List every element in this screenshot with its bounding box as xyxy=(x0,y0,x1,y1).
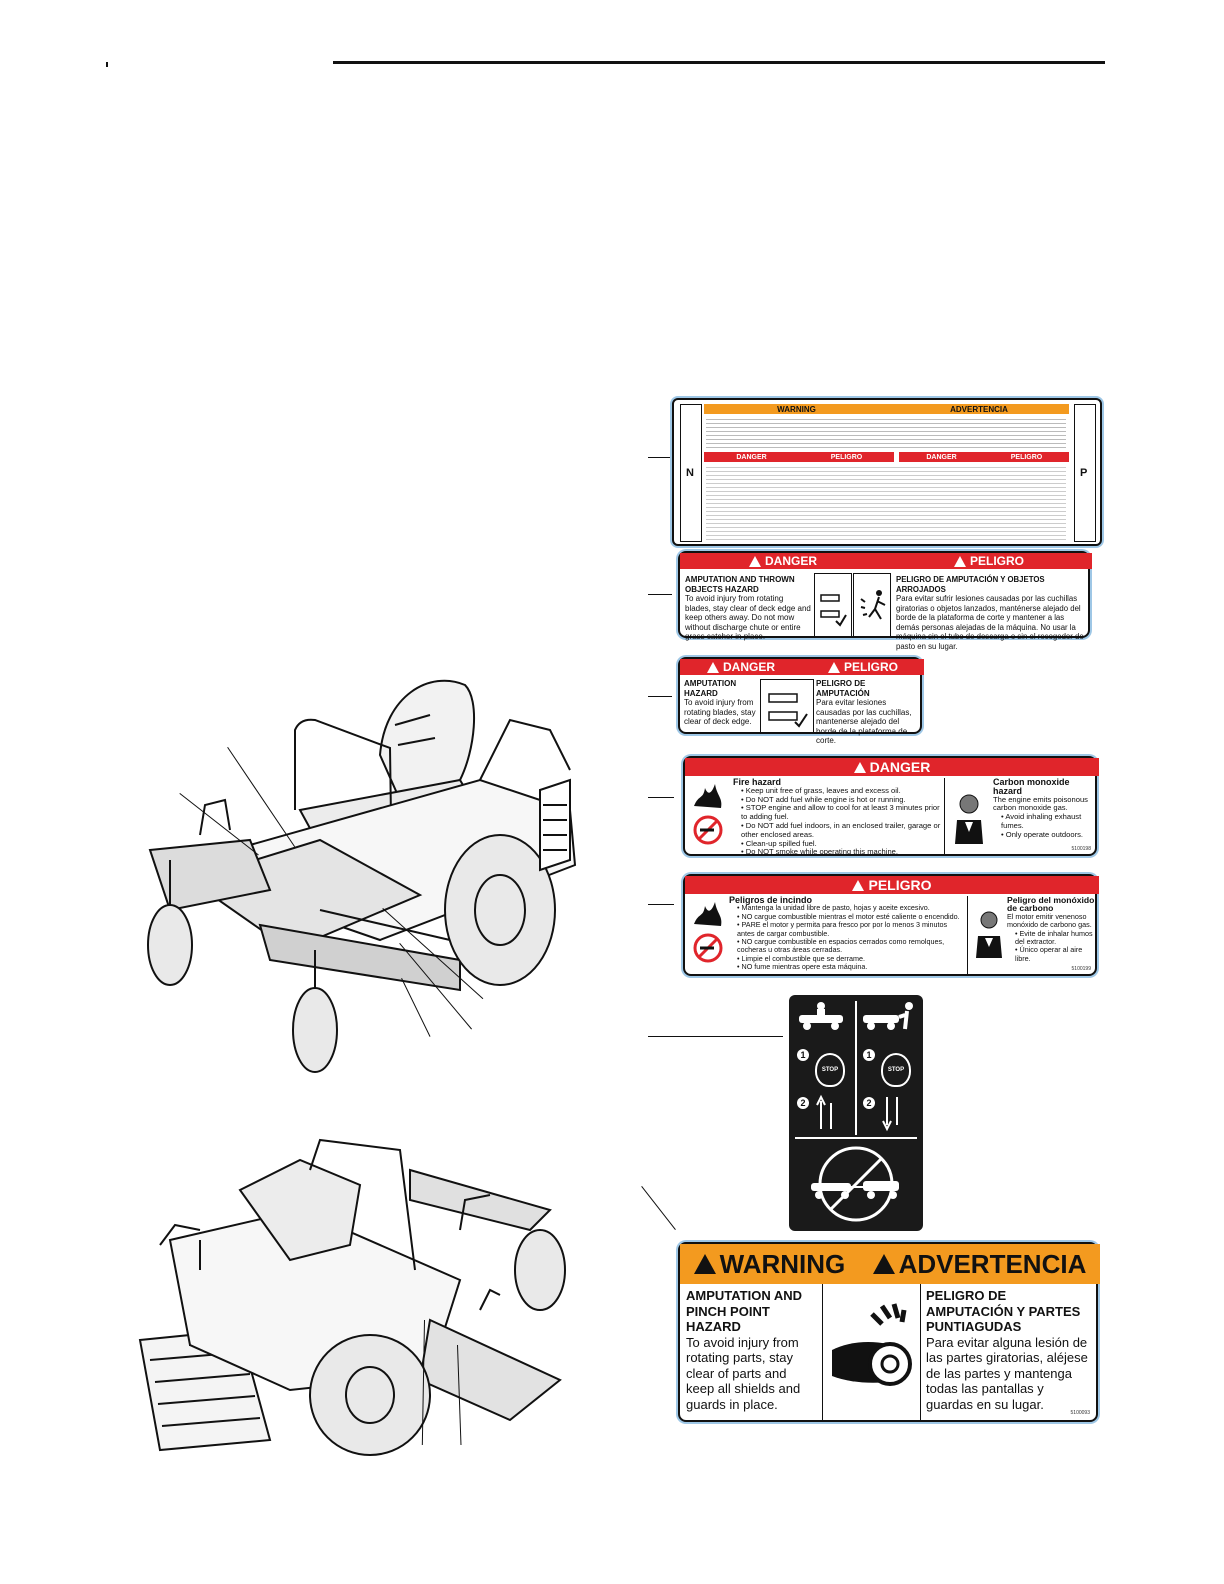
co-text xyxy=(993,778,1095,840)
danger-bar: DANGER xyxy=(680,659,802,675)
divider xyxy=(920,1284,921,1420)
fire-icon xyxy=(691,898,725,970)
en-title: AMPUTATION AND THROWN OBJECTS HAZARD xyxy=(685,575,795,594)
list-item: • Evite de inhalar humos del extractor. xyxy=(1015,930,1095,947)
danger-bar: DANGER xyxy=(685,758,1099,776)
advertencia-label: ADVERTENCIA xyxy=(898,1248,1087,1279)
divider xyxy=(855,1001,857,1135)
list-item: • Do NOT add fuel indoors, in an enclosed trailer, garage or other enclosed areas. xyxy=(741,822,943,840)
en-body: To avoid injury from rotating blades, stay clear of deck edge. xyxy=(684,698,756,726)
fire-icons xyxy=(691,780,725,852)
danger-bar: DANGER xyxy=(704,452,799,462)
lever-up-icon xyxy=(815,1095,839,1131)
leader-line xyxy=(648,797,674,798)
es-text xyxy=(896,575,1086,651)
es-title: PELIGRO DE AMPUTACIÓN xyxy=(816,679,870,698)
fire-text xyxy=(729,896,965,972)
step-1-badge: 1 xyxy=(863,1049,875,1061)
co-list xyxy=(1007,930,1095,964)
fire-title: Fire hazard xyxy=(733,777,782,787)
es-text xyxy=(926,1288,1094,1412)
divider xyxy=(967,896,968,976)
leader-line xyxy=(648,696,672,697)
co-title: Carbon monoxide hazard xyxy=(993,777,1070,796)
list-item: • NO cargue combustible mientras el motor esté caliente o encendido. xyxy=(737,913,965,921)
margin-tick xyxy=(106,62,108,67)
es-body: Para evitar sufrir lesiones causadas por las cuchillas giratorias o objetos lanzados, manténerse alejado del borde de la plataforma de corte y mantener a las demás personas alejadas de la máquina. No usar la máquina sin el tubo de descarga o sin el recogedor de pasto en su lugar. xyxy=(896,594,1084,651)
danger-bar: DANGER xyxy=(899,452,984,462)
list-item: • Avoid inhaling exhaust fumes. xyxy=(1001,813,1095,831)
es-title: PELIGRO DE AMPUTACIÓN Y OBJETOS ARROJADOS xyxy=(896,575,1045,594)
en-text xyxy=(686,1288,818,1412)
es-title: PELIGRO DE AMPUTACIÓN Y PARTES PUNTIAGUDAS xyxy=(926,1288,1081,1334)
co-person-icon xyxy=(949,788,989,848)
list-item: • Do NOT smoke while operating this machine. xyxy=(741,848,943,857)
co-person-icon xyxy=(971,906,1007,962)
list-item: • STOP engine and allow to cool for at least 3 minutes prior to adding fuel. xyxy=(741,804,943,822)
leader-line xyxy=(648,457,672,458)
fire-list xyxy=(733,787,943,857)
step-2-badge: 2 xyxy=(863,1097,875,1109)
part-code: 5100198 xyxy=(1071,846,1091,852)
push-mower-icon xyxy=(861,1001,919,1031)
list-item: • Do NOT add fuel while engine is hot or running. xyxy=(741,796,943,805)
en-title: AMPUTATION AND PINCH POINT HAZARD xyxy=(686,1288,803,1334)
list-item: • NO cargue combustible en espacios cerrados como remolques, cocheras u otras áreas cerradas. xyxy=(737,938,965,955)
part-code: 5100093 xyxy=(1070,1410,1090,1416)
co-list xyxy=(993,813,1095,839)
fire-list xyxy=(729,904,965,971)
leader-line xyxy=(648,904,674,905)
list-item: • NO fume mientras opere esta máquina. xyxy=(737,963,965,971)
leader-line xyxy=(648,594,672,595)
fire-icon xyxy=(691,780,725,852)
co-text xyxy=(1007,896,1095,963)
peligro-bar: PELIGRO xyxy=(799,452,894,462)
no-towing-icon xyxy=(801,1145,911,1223)
fire-text xyxy=(733,778,943,857)
blade-hand-pictogram xyxy=(760,679,814,733)
peligro-bar: PELIGRO xyxy=(984,452,1069,462)
advertencia-bar: ADVERTENCIA xyxy=(889,404,1069,414)
fine-print-block xyxy=(706,464,1066,540)
header-rule xyxy=(333,61,1105,64)
leader-line xyxy=(641,1186,676,1230)
decal-combined-warning xyxy=(672,398,1102,546)
step-1-badge: 1 xyxy=(797,1049,809,1061)
peligro-bar: PELIGRO xyxy=(685,876,1099,894)
list-item: • Único operar al aire libre. xyxy=(1015,946,1095,963)
en-text xyxy=(684,679,756,727)
co-title: Peligro del monóxido de carbono xyxy=(1007,895,1095,914)
decal-pinch-point xyxy=(678,1242,1098,1422)
decal-amputation xyxy=(678,657,922,745)
list-item: • Keep unit free of grass, leaves and excess oil. xyxy=(741,787,943,796)
stop-icon: STOP xyxy=(881,1053,911,1087)
fire-icons xyxy=(691,898,725,970)
list-item: • Clean-up spilled fuel. xyxy=(741,840,943,849)
leader-line xyxy=(648,1036,783,1037)
peligro-bar: PELIGRO xyxy=(802,659,924,675)
pinch-point-icon xyxy=(828,1292,916,1412)
co-body: El motor emitir venenoso monóxido de carbono gas. xyxy=(1007,911,1092,930)
fine-print-block xyxy=(706,416,1066,450)
warning-bar: WARNING xyxy=(704,404,889,414)
decal-side-strip xyxy=(1074,404,1096,542)
list-item: • Limpie el combustible que se derrame. xyxy=(737,955,965,963)
divider xyxy=(822,1284,823,1420)
es-body: Para evitar alguna lesión de las partes giratorias, aléjese de las partes y mantenga todas las pantallas y guardas en su lugar. xyxy=(926,1334,1088,1412)
blade-hand-pictogram xyxy=(814,573,852,637)
list-item: • PARE el motor y permita para fresco por por lo menos 3 minutos antes de cargar combustible. xyxy=(737,921,965,938)
en-text xyxy=(685,575,811,642)
step-2-badge: 2 xyxy=(797,1097,809,1109)
divider xyxy=(944,778,945,856)
list-item: • Mantenga la unidad libre de pasto, hojas y aceite excesivo. xyxy=(737,904,965,912)
fire-title: Peligros de incindo xyxy=(729,895,813,905)
decal-side-strip xyxy=(680,404,702,542)
rider-mower-icon xyxy=(795,1001,853,1031)
stop-icon: STOP xyxy=(815,1053,845,1087)
thrown-object-pictogram xyxy=(853,573,891,637)
side-label-n: N xyxy=(686,467,694,479)
en-title: AMPUTATION HAZARD xyxy=(684,679,737,698)
mower-front-illustration xyxy=(130,660,600,1080)
en-body: To avoid injury from rotating blades, stay clear of deck edge and keep others away. Do not mow without discharge chute or entire grass catcher in place. xyxy=(685,594,811,641)
decal-fire-co-english xyxy=(683,756,1097,856)
part-code: 5100199 xyxy=(1071,966,1091,972)
decal-fire-co-spanish xyxy=(683,874,1097,976)
divider xyxy=(795,1137,917,1139)
es-body: Para evitar lesiones causadas por las cuchillas, mantenerse alejado del borde de la plataforma de corte. xyxy=(816,698,912,745)
en-body: To avoid injury from rotating parts, stay clear of parts and keep all shields and guards in place. xyxy=(686,1334,801,1412)
warning-label: WARNING xyxy=(719,1248,846,1279)
peligro-bar: PELIGRO xyxy=(886,553,1092,569)
warning-bar xyxy=(680,1244,1100,1284)
decal-amputation-thrown-objects xyxy=(678,551,1090,651)
co-body: The engine emits poisonous carbon monoxide gas. xyxy=(993,794,1088,813)
decal-operation-pictogram xyxy=(789,995,923,1231)
mower-rear-illustration xyxy=(130,1130,590,1460)
es-text xyxy=(816,679,920,746)
list-item: • Only operate outdoors. xyxy=(1001,831,1095,840)
lever-down-icon xyxy=(881,1095,905,1131)
side-label-p: P xyxy=(1080,467,1088,479)
danger-bar: DANGER xyxy=(680,553,886,569)
